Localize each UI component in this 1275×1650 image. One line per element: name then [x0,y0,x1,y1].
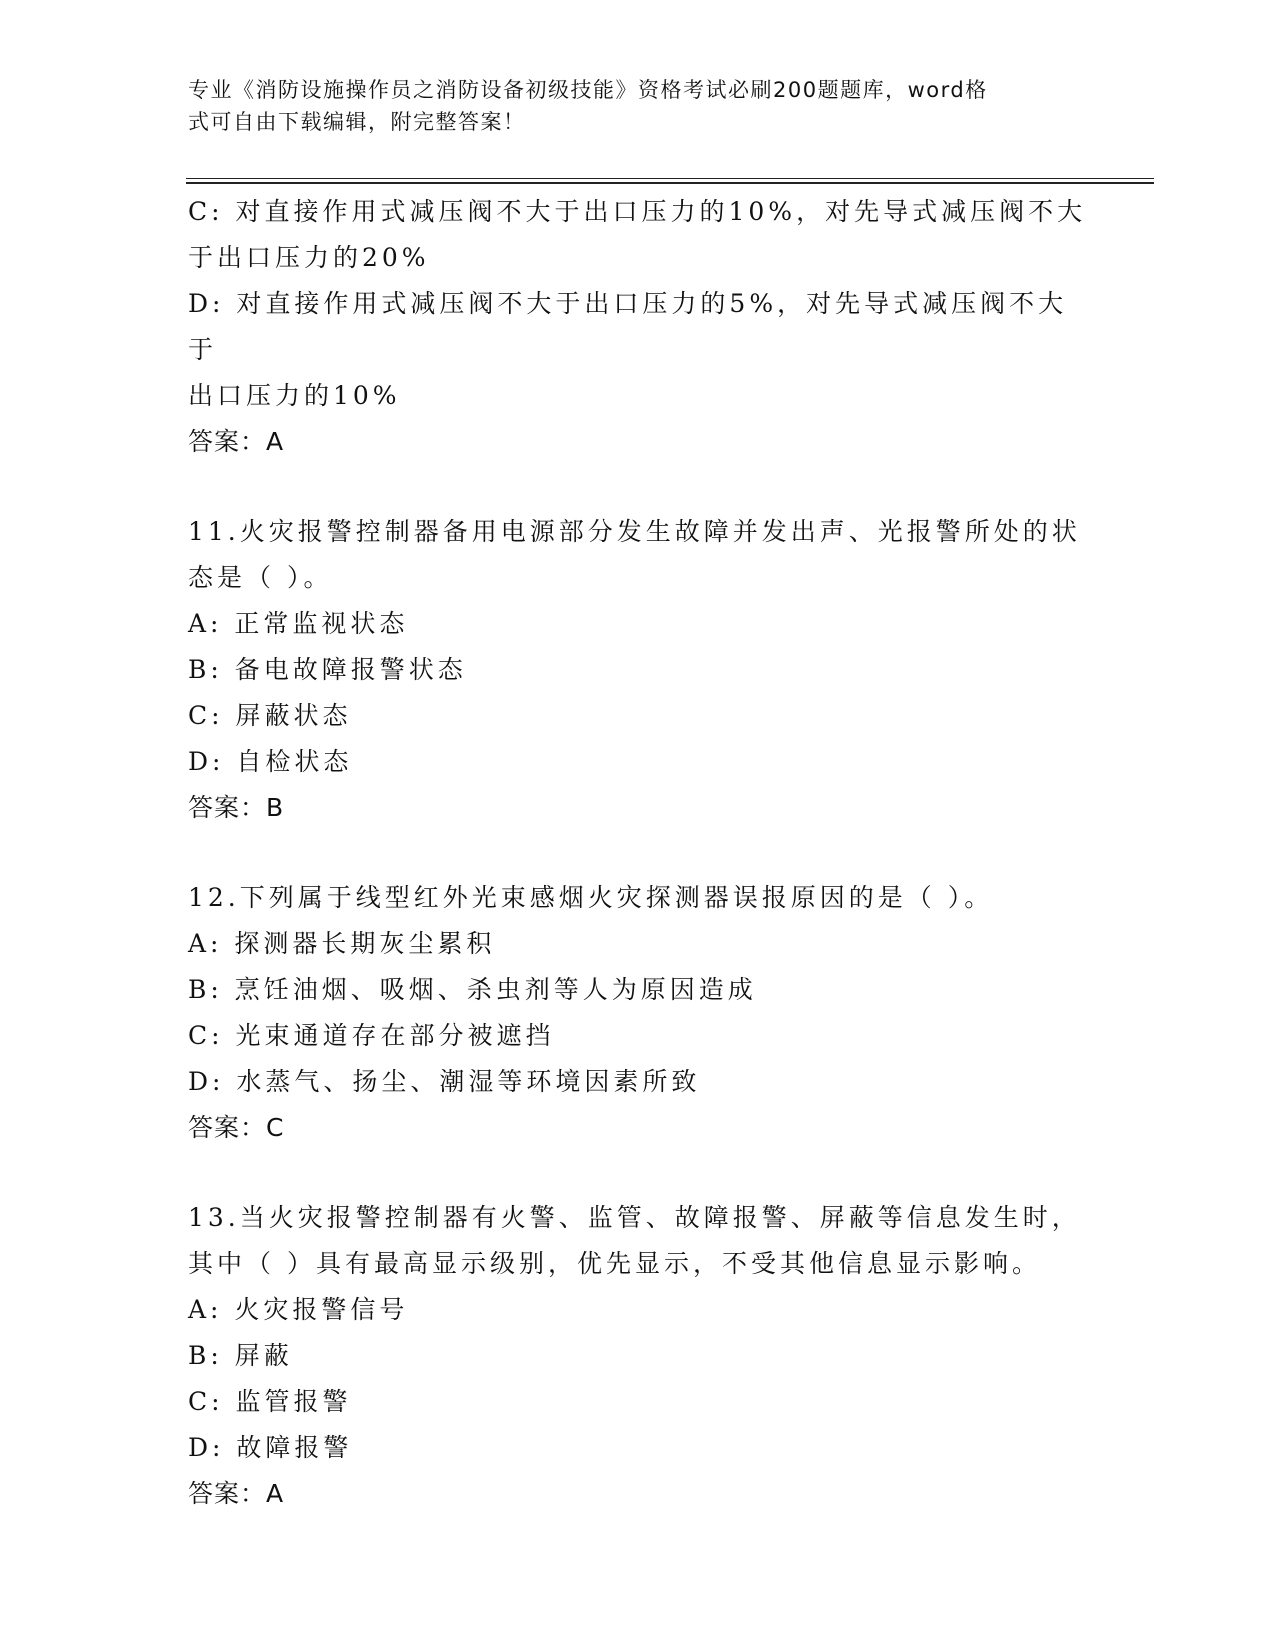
question-content [188,189,1088,1517]
option-d-line-1: D: 对直接作用式减压阀不大于出口压力的5%，对先导式减压阀不大于 [188,289,1068,364]
answer: 答案：C [188,1113,285,1142]
option-a: A: 火灾报警信号 [188,1295,409,1324]
answer: 答案：A [188,427,285,456]
option-a: A: 正常监视状态 [188,609,409,638]
option-d: D: 故障报警 [188,1433,353,1462]
option-c: C: 监管报警 [188,1387,352,1416]
question-11 [188,509,1088,831]
spacer [188,465,1088,509]
option-b: B: 屏蔽 [188,1341,293,1370]
answer: 答案：B [188,793,285,822]
option-c: C: 屏蔽状态 [188,701,352,730]
question-stem-line-1: 11.火灾报警控制器备用电源部分发生故障并发出声、光报警所处的状 [188,517,1081,546]
spacer [188,1151,1088,1195]
header-divider-thick [186,182,1154,184]
question-13 [188,1195,1088,1517]
option-b: B: 烹饪油烟、吸烟、杀虫剂等人为原因造成 [188,975,757,1004]
option-c-line-1: C: 对直接作用式减压阀不大于出口压力的10%，对先导式减压阀不大 [188,197,1087,226]
option-a: A: 探测器长期灰尘累积 [188,929,496,958]
question-stem-line-2: 其中（ ）具有最高显示级别，优先显示，不受其他信息显示影响。 [188,1249,1041,1278]
option-c: C: 光束通道存在部分被遮挡 [188,1021,555,1050]
header-line-2: 式可自由下载编辑，附完整答案！ [188,110,526,134]
question-stem-line-2: 态是（ ）。 [188,563,333,592]
answer: 答案：A [188,1479,285,1508]
spacer [188,831,1088,875]
option-c-line-2: 于出口压力的20% [188,243,430,272]
question-10-tail [188,189,1088,465]
header-divider-thin [186,178,1154,179]
option-b: B: 备电故障报警状态 [188,655,467,684]
question-12 [188,875,1088,1151]
option-d-line-2: 出口压力的10% [188,381,401,410]
question-stem-line-1: 12.下列属于线型红外光束感烟火灾探测器误报原因的是（ ）。 [188,883,994,912]
header-line-1: 专业《消防设施操作员之消防设备初级技能》资格考试必刷200题题库，word格 [188,78,988,102]
option-d: D: 水蒸气、扬尘、潮湿等环境因素所致 [188,1067,701,1096]
question-stem-line-1: 13.当火灾报警控制器有火警、监管、故障报警、屏蔽等信息发生时， [188,1203,1081,1232]
option-d: D: 自检状态 [188,747,353,776]
document-header [188,74,1088,138]
